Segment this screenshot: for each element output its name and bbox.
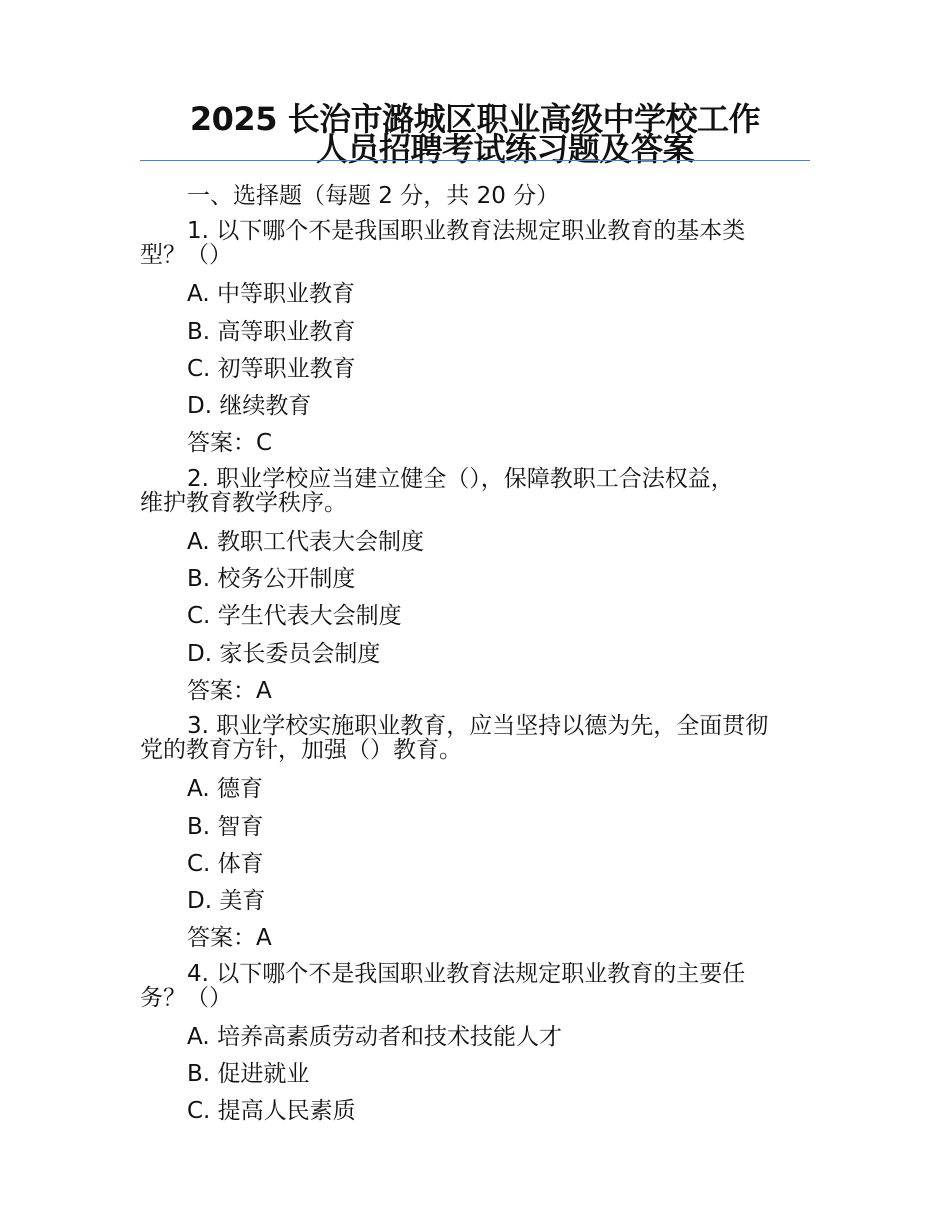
question-stem-line: 4. 以下哪个不是我国职业教育法规定职业教育的主要任 <box>187 960 746 987</box>
question-2-stem <box>140 467 810 515</box>
option-c: C. 体育 <box>187 850 264 877</box>
option-a: A. 培养高素质劳动者和技术技能人才 <box>187 1023 562 1050</box>
question-1-stem <box>140 219 810 267</box>
section-heading: 一、选择题（每题 2 分，共 20 分） <box>187 183 560 209</box>
title-line-1: 2025 长治市潞城区职业高级中学校工作 <box>189 100 761 138</box>
question-stem-line: 1. 以下哪个不是我国职业教育法规定职业教育的基本类 <box>187 218 746 245</box>
option-c: C. 初等职业教育 <box>187 355 356 382</box>
option-a: A. 德育 <box>187 776 263 803</box>
question-stem-line: 型？（） <box>140 242 232 269</box>
option-b: B. 高等职业教育 <box>187 318 356 345</box>
question-4-stem <box>140 962 810 1010</box>
option-d: D. 美育 <box>187 888 266 915</box>
answer: 答案：C <box>187 430 273 457</box>
option-c: C. 学生代表大会制度 <box>187 603 402 630</box>
question-stem-line: 2. 职业学校应当建立健全（），保障教职工合法权益， <box>187 465 734 492</box>
question-stem-line: 维护教育教学秩序。 <box>140 489 347 516</box>
title-line-2: 人员招聘考试练习题及答案 <box>315 130 694 168</box>
option-a: A. 教职工代表大会制度 <box>187 528 424 555</box>
question-stem-line: 党的教育方针，加强（）教育。 <box>140 737 462 764</box>
title-underline <box>140 160 810 161</box>
document-title <box>140 100 810 168</box>
answer: 答案：A <box>187 677 272 704</box>
option-c: C. 提高人民素质 <box>187 1098 356 1125</box>
option-b: B. 智育 <box>187 813 264 840</box>
answer: 答案：A <box>187 925 272 952</box>
option-d: D. 继续教育 <box>187 393 312 420</box>
question-stem-line: 务？（） <box>140 984 232 1011</box>
option-d: D. 家长委员会制度 <box>187 640 381 667</box>
question-stem-line: 3. 职业学校实施职业教育，应当坚持以德为先，全面贯彻 <box>187 713 769 740</box>
option-a: A. 中等职业教育 <box>187 281 355 308</box>
document-body <box>140 178 810 1131</box>
option-b: B. 校务公开制度 <box>187 566 356 593</box>
question-3-stem <box>140 714 810 762</box>
option-b: B. 促进就业 <box>187 1061 310 1088</box>
